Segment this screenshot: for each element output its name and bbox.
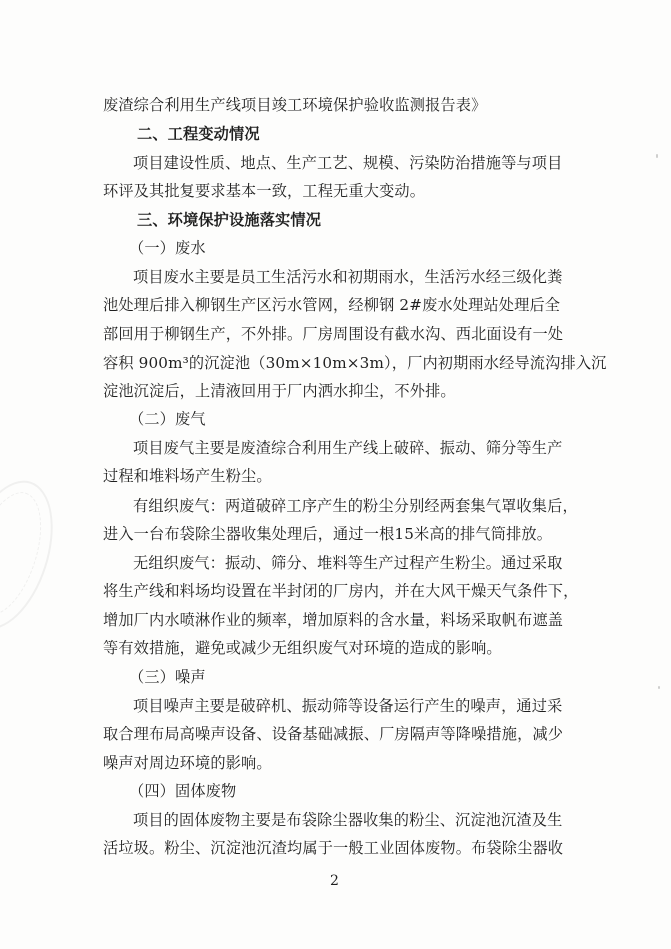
paragraph-line: 废渣综合利用生产线项目竣工环境保护验收监测报告表》 xyxy=(103,96,487,114)
faded-seal-stamp xyxy=(0,469,70,641)
paragraph-line: 取合理布局高噪声设备、设备基础减振、厂房隔声等降噪措施，减少 xyxy=(103,725,564,743)
page-number: 2 xyxy=(330,873,339,889)
paragraph-line: 淀池沉淀后，上清液回用于厂内洒水抑尘，不外排。 xyxy=(103,382,456,400)
paragraph-line: 将生产线和料场均设置在半封闭的厂房内，并在大风干燥天气条件下， xyxy=(103,582,579,600)
paragraph-line: 项目废水主要是员工生活污水和初期雨水，生活污水经三级化粪 xyxy=(133,268,563,286)
paragraph-line: 项目废气主要是废渣综合利用生产线上破碎、振动、筛分等生产 xyxy=(133,439,563,457)
paragraph-line: 增加厂内水喷淋作业的频率，增加原料的含水量，料场采取帆布遮盖 xyxy=(103,611,564,629)
section-heading-environmental-protection: 三、环境保护设施落实情况 xyxy=(137,211,322,229)
subsection-heading-noise: （三）噪声 xyxy=(129,668,206,686)
paragraph-line: 项目建设性质、地点、生产工艺、规模、污染防治措施等与项目 xyxy=(133,154,563,172)
paragraph-line: 无组织废气：振动、筛分、堆料等生产过程产生粉尘。通过采取 xyxy=(133,554,563,572)
scan-speck xyxy=(656,154,658,158)
paragraph-line: 环评及其批复要求基本一致，工程无重大变动。 xyxy=(103,182,426,200)
paragraph-line: 过程和堆料场产生粉尘。 xyxy=(103,467,272,485)
paragraph-line: 有组织废气：两道破碎工序产生的粉尘分别经两套集气罩收集后， xyxy=(133,497,578,515)
paragraph-line: 进入一台布袋除尘器收集处理后，通过一根15米高的排气筒排放。 xyxy=(103,525,553,543)
subsection-heading-wastewater: （一）废水 xyxy=(129,239,206,257)
paragraph-line: 项目的固体废物主要是布袋除尘器收集的粉尘、沉淀池沉渣及生 xyxy=(133,811,563,829)
paragraph-line: 部回用于柳钢生产，不外排。厂房周围设有截水沟、西北面设有一处 xyxy=(103,325,564,343)
section-heading-engineering-changes: 二、工程变动情况 xyxy=(137,125,260,143)
subsection-heading-exhaust-gas: （二）废气 xyxy=(129,410,206,428)
paragraph-line: 等有效措施，避免或减少无组织废气对环境的造成的影响。 xyxy=(103,639,502,657)
faded-seal-inner-ring xyxy=(0,484,55,624)
paragraph-line: 活垃圾。粉尘、沉淀池沉渣均属于一般工业固体废物。布袋除尘器收 xyxy=(103,839,564,857)
paragraph-line: 容积 900m³的沉淀池（30m×10m×3m），厂内初期雨水经导流沟排入沉 xyxy=(103,354,607,372)
scan-speck xyxy=(658,686,660,689)
paragraph-line: 项目噪声主要是破碎机、振动筛等设备运行产生的噪声，通过采 xyxy=(133,697,563,715)
paragraph-line: 噪声对周边环境的影响。 xyxy=(103,754,272,772)
subsection-heading-solid-waste: （四）固体废物 xyxy=(129,782,237,800)
paragraph-line: 池处理后排入柳钢生产区污水管网，经柳钢 2#废水处理站处理后全 xyxy=(103,296,561,314)
